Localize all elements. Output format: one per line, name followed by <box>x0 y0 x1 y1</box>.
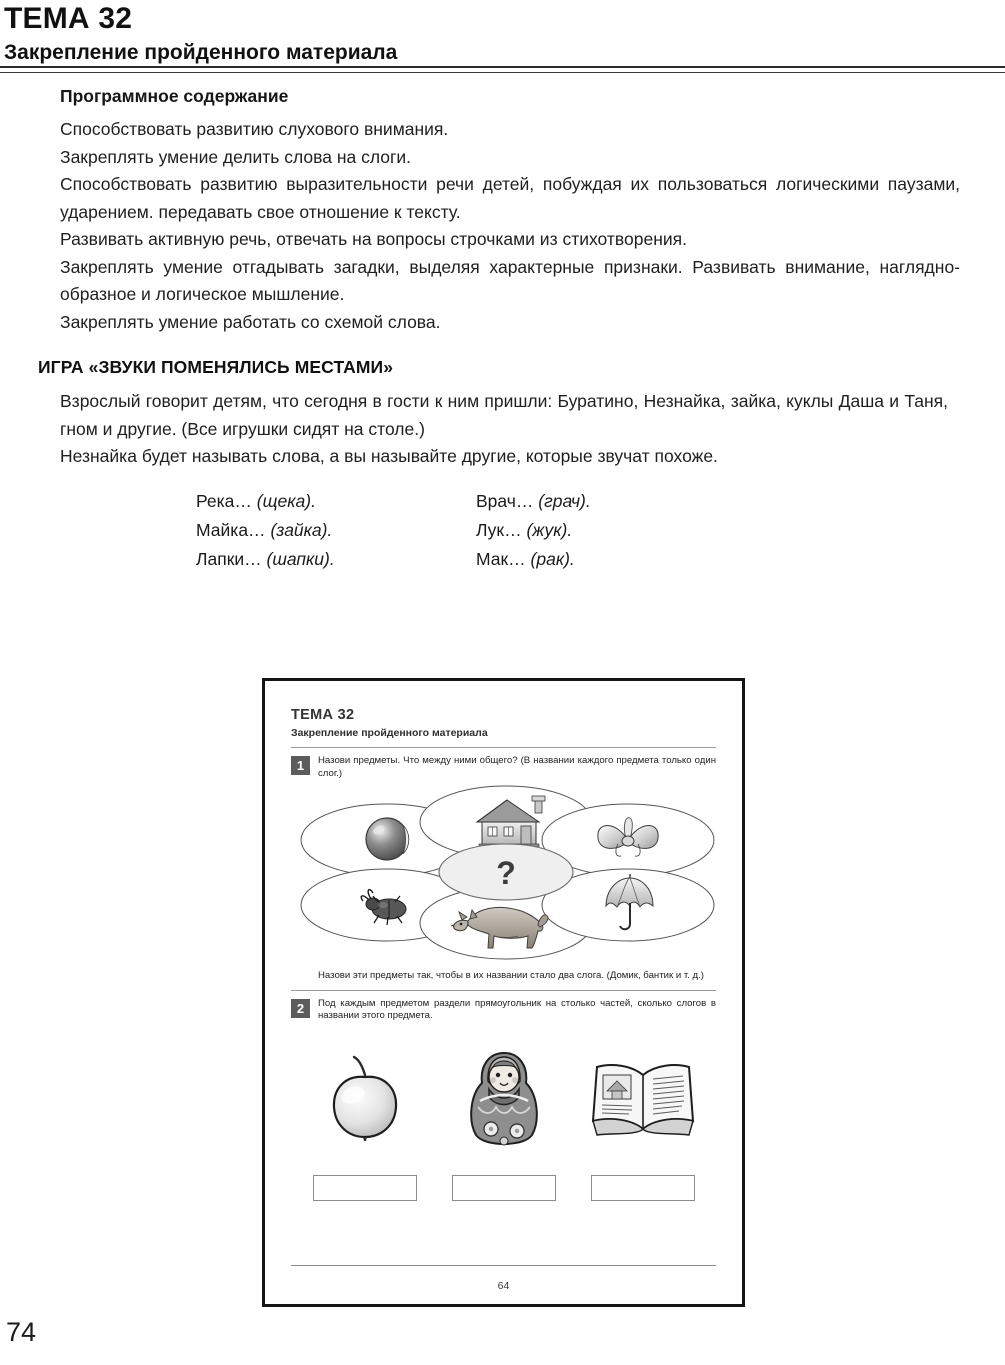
task-number-badge: 1 <box>291 756 310 775</box>
worksheet-task-1 <box>291 755 716 780</box>
word-answer: (рак). <box>530 549 575 569</box>
syllable-ellipse-diagram <box>291 782 716 970</box>
center-question-mark: ? <box>496 855 516 892</box>
word-pair-left <box>196 545 476 574</box>
worksheet-subtitle: Закрепление пройденного материала <box>291 727 488 739</box>
page-subtitle: Закрепление пройденного материала <box>4 41 398 64</box>
program-line: Развивать активную речь, отвечать на вопросы строчками из стихотворения. <box>60 229 687 249</box>
task1-note: Назови эти предметы так, чтобы в их названии стало два слога. (Домик, бантик и т. д.) <box>318 970 704 982</box>
word-pair-right <box>476 516 756 545</box>
word-prompt: Врач… <box>476 491 534 511</box>
book-icon <box>593 1065 693 1135</box>
word-prompt: Река… <box>196 491 252 511</box>
page-number: 74 <box>6 1317 37 1347</box>
word-pairs-list <box>196 487 756 574</box>
worksheet-divider <box>291 747 716 748</box>
program-heading: Программное содержание <box>60 86 289 106</box>
worksheet-page-number: 64 <box>497 1280 510 1292</box>
word-pair-row <box>196 545 756 574</box>
word-pair-right <box>476 487 756 516</box>
worksheet-facsimile <box>262 678 745 1307</box>
word-pair-row <box>196 516 756 545</box>
word-pair-row <box>196 487 756 516</box>
word-prompt: Лапки… <box>196 549 262 569</box>
object-cell-matryoshka <box>434 1049 573 1201</box>
worksheet-footer-divider <box>291 1265 716 1266</box>
program-line: Способствовать развитию выразительности речи детей, побуждая их пользоваться логическими паузами, ударением. передавать свое отношение к тексту. <box>60 174 960 222</box>
worksheet-task-2 <box>291 998 716 1023</box>
word-answer: (жук). <box>526 520 573 540</box>
game-paragraph: Незнайка будет называть слова, а вы называйте другие, которые звучат похоже. <box>60 446 718 466</box>
object-cell-book <box>573 1049 712 1201</box>
game-paragraph: Взрослый говорит детям, что сегодня в гости к ним пришли: Буратино, Незнайка, зайка, куклы Даша и Таня, гном и другие. (Все игрушки сидят на столе.) <box>60 391 948 439</box>
apple-icon <box>333 1057 395 1141</box>
answer-box-apple[interactable] <box>313 1175 417 1201</box>
word-pair-right <box>476 545 756 574</box>
word-prompt: Лук… <box>476 520 522 540</box>
word-prompt: Майка… <box>196 520 266 540</box>
ball-icon <box>366 818 409 860</box>
book-art <box>573 1049 712 1153</box>
game-description <box>60 388 948 471</box>
answer-box-matryoshka[interactable] <box>452 1175 556 1201</box>
object-cell-apple <box>295 1049 434 1201</box>
word-prompt: Мак… <box>476 549 526 569</box>
game-heading: ИГРА «ЗВУКИ ПОМЕНЯЛИСЬ МЕСТАМИ» <box>38 357 394 377</box>
word-answer: (щека). <box>256 491 316 511</box>
page-title: ТЕМА 32 <box>4 2 133 35</box>
word-answer: (зайка). <box>270 520 333 540</box>
task-instruction: Назови предметы. Что между ними общего? (В названии каждого предмета только один слог.) <box>318 755 716 779</box>
task-number-badge: 2 <box>291 999 310 1018</box>
word-answer: (шапки). <box>266 549 335 569</box>
word-pair-left <box>196 516 476 545</box>
worksheet-divider <box>291 990 716 991</box>
page-header <box>0 0 1005 66</box>
program-line: Закреплять умение работать со схемой слова. <box>60 311 441 332</box>
matryoshka-art <box>434 1049 573 1153</box>
program-line: Способствовать развитию слухового внимания. <box>60 119 449 139</box>
word-answer: (грач). <box>538 491 591 511</box>
matryoshka-icon <box>471 1053 537 1145</box>
program-line: Закреплять умение делить слова на слоги. <box>60 146 412 167</box>
syllable-object-row <box>291 1049 716 1201</box>
word-pair-left <box>196 487 476 516</box>
task-instruction: Под каждым предметом раздели прямоугольник на столько частей, сколько слогов в названии этого предмета. <box>318 997 716 1022</box>
header-divider <box>0 66 1005 73</box>
program-section <box>60 84 960 336</box>
apple-art <box>295 1049 434 1153</box>
answer-box-book[interactable] <box>591 1175 695 1201</box>
worksheet-title: ТЕМА 32 <box>291 707 355 723</box>
program-line: Закреплять умение отгадывать загадки, выделяя характерные признаки. Развивать внимание, наглядно-образное и логическое мышление. <box>60 256 960 304</box>
